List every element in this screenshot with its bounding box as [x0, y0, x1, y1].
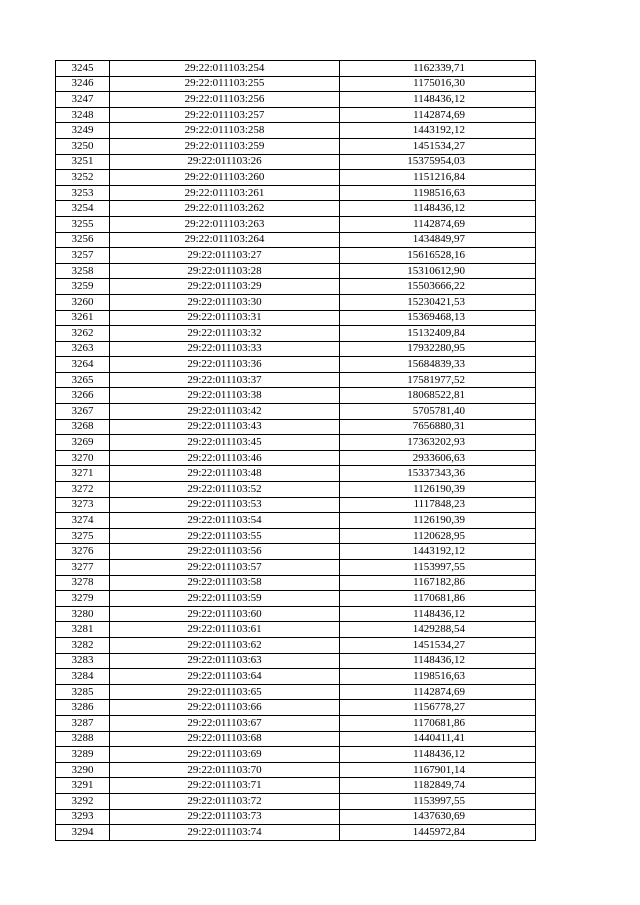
- cadastral-number-cell: 29:22:011103:36: [110, 357, 340, 373]
- table-row: [56, 123, 536, 139]
- table-row: [56, 622, 536, 638]
- table-row: [56, 482, 536, 498]
- value-cell: 15684839,33: [340, 357, 536, 373]
- cadastral-number-cell: 29:22:011103:54: [110, 513, 340, 529]
- cadastral-number-cell: 29:22:011103:42: [110, 404, 340, 420]
- cadastral-number-cell: 29:22:011103:45: [110, 435, 340, 451]
- cadastral-number-cell: 29:22:011103:261: [110, 185, 340, 201]
- cadastral-number-cell: 29:22:011103:60: [110, 606, 340, 622]
- value-cell: 1142874,69: [340, 216, 536, 232]
- value-cell: 2933606,63: [340, 450, 536, 466]
- value-cell: 1142874,69: [340, 684, 536, 700]
- cadastral-number-cell: 29:22:011103:62: [110, 637, 340, 653]
- value-cell: 1175016,30: [340, 76, 536, 92]
- table-row: [56, 263, 536, 279]
- row-number-cell: 3265: [56, 372, 110, 388]
- value-cell: 1162339,71: [340, 61, 536, 77]
- value-cell: 17363202,93: [340, 435, 536, 451]
- table-row: [56, 279, 536, 295]
- table-row: [56, 715, 536, 731]
- value-cell: 1167182,86: [340, 575, 536, 591]
- row-number-cell: 3286: [56, 700, 110, 716]
- value-cell: 1429288,54: [340, 622, 536, 638]
- table-row: [56, 560, 536, 576]
- row-number-cell: 3282: [56, 637, 110, 653]
- row-number-cell: 3261: [56, 310, 110, 326]
- row-number-cell: 3266: [56, 388, 110, 404]
- row-number-cell: 3272: [56, 482, 110, 498]
- cadastral-number-cell: 29:22:011103:263: [110, 216, 340, 232]
- table-row: [56, 762, 536, 778]
- cadastral-number-cell: 29:22:011103:73: [110, 809, 340, 825]
- table-row: [56, 341, 536, 357]
- table-row: [56, 419, 536, 435]
- table-row: [56, 404, 536, 420]
- value-cell: 1126190,39: [340, 513, 536, 529]
- value-cell: 18068522,81: [340, 388, 536, 404]
- table-row: [56, 435, 536, 451]
- cadastral-number-cell: 29:22:011103:32: [110, 326, 340, 342]
- value-cell: 15369468,13: [340, 310, 536, 326]
- cadastral-number-cell: 29:22:011103:30: [110, 294, 340, 310]
- value-cell: 1126190,39: [340, 482, 536, 498]
- table-row: [56, 653, 536, 669]
- row-number-cell: 3275: [56, 528, 110, 544]
- cadastral-number-cell: 29:22:011103:66: [110, 700, 340, 716]
- table-row: [56, 528, 536, 544]
- cadastral-number-cell: 29:22:011103:61: [110, 622, 340, 638]
- row-number-cell: 3256: [56, 232, 110, 248]
- cadastral-number-cell: 29:22:011103:70: [110, 762, 340, 778]
- row-number-cell: 3287: [56, 715, 110, 731]
- table-row: [56, 591, 536, 607]
- row-number-cell: 3253: [56, 185, 110, 201]
- value-cell: 15337343,36: [340, 466, 536, 482]
- value-cell: 5705781,40: [340, 404, 536, 420]
- cadastral-number-cell: 29:22:011103:31: [110, 310, 340, 326]
- row-number-cell: 3249: [56, 123, 110, 139]
- row-number-cell: 3262: [56, 326, 110, 342]
- cadastral-number-cell: 29:22:011103:67: [110, 715, 340, 731]
- cadastral-number-cell: 29:22:011103:256: [110, 92, 340, 108]
- cadastral-number-cell: 29:22:011103:264: [110, 232, 340, 248]
- cadastral-number-cell: 29:22:011103:52: [110, 482, 340, 498]
- row-number-cell: 3259: [56, 279, 110, 295]
- table-row: [56, 154, 536, 170]
- row-number-cell: 3292: [56, 793, 110, 809]
- cadastral-number-cell: 29:22:011103:65: [110, 684, 340, 700]
- value-cell: 17932280,95: [340, 341, 536, 357]
- table-row: [56, 185, 536, 201]
- table-body: [56, 61, 536, 841]
- cadastral-number-cell: 29:22:011103:74: [110, 825, 340, 841]
- value-cell: 15503666,22: [340, 279, 536, 295]
- value-cell: 1148436,12: [340, 606, 536, 622]
- value-cell: 15616528,16: [340, 248, 536, 264]
- row-number-cell: 3263: [56, 341, 110, 357]
- table-row: [56, 138, 536, 154]
- table-row: [56, 669, 536, 685]
- cadastral-number-cell: 29:22:011103:71: [110, 778, 340, 794]
- table-row: [56, 778, 536, 794]
- table-row: [56, 513, 536, 529]
- value-cell: 1434849,97: [340, 232, 536, 248]
- cadastral-number-cell: 29:22:011103:26: [110, 154, 340, 170]
- row-number-cell: 3273: [56, 497, 110, 513]
- table-row: [56, 61, 536, 77]
- cadastral-number-cell: 29:22:011103:28: [110, 263, 340, 279]
- cadastral-number-cell: 29:22:011103:262: [110, 201, 340, 217]
- table-row: [56, 466, 536, 482]
- value-cell: 1153997,55: [340, 560, 536, 576]
- row-number-cell: 3267: [56, 404, 110, 420]
- value-cell: 1120628,95: [340, 528, 536, 544]
- row-number-cell: 3246: [56, 76, 110, 92]
- value-cell: 1445972,84: [340, 825, 536, 841]
- value-cell: 1148436,12: [340, 653, 536, 669]
- cadastral-number-cell: 29:22:011103:56: [110, 544, 340, 560]
- value-cell: 1437630,69: [340, 809, 536, 825]
- value-cell: 1142874,69: [340, 107, 536, 123]
- value-cell: 1117848,23: [340, 497, 536, 513]
- table-row: [56, 793, 536, 809]
- value-cell: 15132409,84: [340, 326, 536, 342]
- row-number-cell: 3251: [56, 154, 110, 170]
- table-row: [56, 388, 536, 404]
- row-number-cell: 3279: [56, 591, 110, 607]
- row-number-cell: 3277: [56, 560, 110, 576]
- row-number-cell: 3270: [56, 450, 110, 466]
- table-row: [56, 575, 536, 591]
- table-row: [56, 201, 536, 217]
- cadastral-number-cell: 29:22:011103:48: [110, 466, 340, 482]
- value-cell: 15230421,53: [340, 294, 536, 310]
- cadastral-number-cell: 29:22:011103:38: [110, 388, 340, 404]
- row-number-cell: 3280: [56, 606, 110, 622]
- value-cell: 1198516,63: [340, 185, 536, 201]
- value-cell: 17581977,52: [340, 372, 536, 388]
- table-row: [56, 294, 536, 310]
- row-number-cell: 3254: [56, 201, 110, 217]
- value-cell: 7656880,31: [340, 419, 536, 435]
- row-number-cell: 3284: [56, 669, 110, 685]
- value-cell: 1443192,12: [340, 544, 536, 560]
- row-number-cell: 3264: [56, 357, 110, 373]
- row-number-cell: 3245: [56, 61, 110, 77]
- table-row: [56, 825, 536, 841]
- cadastral-value-table: [55, 60, 536, 841]
- row-number-cell: 3248: [56, 107, 110, 123]
- value-cell: 1148436,12: [340, 92, 536, 108]
- row-number-cell: 3294: [56, 825, 110, 841]
- cadastral-number-cell: 29:22:011103:57: [110, 560, 340, 576]
- cadastral-number-cell: 29:22:011103:27: [110, 248, 340, 264]
- table-row: [56, 107, 536, 123]
- cadastral-number-cell: 29:22:011103:64: [110, 669, 340, 685]
- value-cell: 1182849,74: [340, 778, 536, 794]
- row-number-cell: 3271: [56, 466, 110, 482]
- cadastral-number-cell: 29:22:011103:257: [110, 107, 340, 123]
- cadastral-number-cell: 29:22:011103:260: [110, 170, 340, 186]
- table-row: [56, 700, 536, 716]
- table-row: [56, 372, 536, 388]
- row-number-cell: 3269: [56, 435, 110, 451]
- table-row: [56, 232, 536, 248]
- value-cell: 1151216,84: [340, 170, 536, 186]
- value-cell: 1167901,14: [340, 762, 536, 778]
- value-cell: 1170681,86: [340, 591, 536, 607]
- value-cell: 1198516,63: [340, 669, 536, 685]
- table-row: [56, 326, 536, 342]
- value-cell: 1440411,41: [340, 731, 536, 747]
- cadastral-number-cell: 29:22:011103:33: [110, 341, 340, 357]
- table-row: [56, 747, 536, 763]
- cadastral-number-cell: 29:22:011103:37: [110, 372, 340, 388]
- row-number-cell: 3278: [56, 575, 110, 591]
- table-row: [56, 544, 536, 560]
- value-cell: 1156778,27: [340, 700, 536, 716]
- value-cell: 15375954,03: [340, 154, 536, 170]
- value-cell: 1148436,12: [340, 201, 536, 217]
- cadastral-number-cell: 29:22:011103:69: [110, 747, 340, 763]
- table-row: [56, 497, 536, 513]
- value-cell: 1170681,86: [340, 715, 536, 731]
- row-number-cell: 3283: [56, 653, 110, 669]
- row-number-cell: 3290: [56, 762, 110, 778]
- table-row: [56, 357, 536, 373]
- value-cell: 1443192,12: [340, 123, 536, 139]
- cadastral-number-cell: 29:22:011103:68: [110, 731, 340, 747]
- value-cell: 1148436,12: [340, 747, 536, 763]
- table-row: [56, 92, 536, 108]
- cadastral-number-cell: 29:22:011103:58: [110, 575, 340, 591]
- cadastral-number-cell: 29:22:011103:53: [110, 497, 340, 513]
- table-row: [56, 731, 536, 747]
- row-number-cell: 3285: [56, 684, 110, 700]
- row-number-cell: 3258: [56, 263, 110, 279]
- table-row: [56, 76, 536, 92]
- cadastral-number-cell: 29:22:011103:46: [110, 450, 340, 466]
- row-number-cell: 3281: [56, 622, 110, 638]
- value-cell: 1451534,27: [340, 637, 536, 653]
- table-row: [56, 310, 536, 326]
- table-row: [56, 637, 536, 653]
- value-cell: 15310612,90: [340, 263, 536, 279]
- table-row: [56, 809, 536, 825]
- cadastral-number-cell: 29:22:011103:59: [110, 591, 340, 607]
- table-row: [56, 684, 536, 700]
- cadastral-number-cell: 29:22:011103:259: [110, 138, 340, 154]
- cadastral-number-cell: 29:22:011103:255: [110, 76, 340, 92]
- cadastral-number-cell: 29:22:011103:258: [110, 123, 340, 139]
- value-cell: 1451534,27: [340, 138, 536, 154]
- row-number-cell: 3247: [56, 92, 110, 108]
- table-row: [56, 450, 536, 466]
- row-number-cell: 3268: [56, 419, 110, 435]
- cadastral-number-cell: 29:22:011103:55: [110, 528, 340, 544]
- row-number-cell: 3260: [56, 294, 110, 310]
- table-row: [56, 248, 536, 264]
- table-row: [56, 216, 536, 232]
- row-number-cell: 3252: [56, 170, 110, 186]
- row-number-cell: 3293: [56, 809, 110, 825]
- row-number-cell: 3255: [56, 216, 110, 232]
- cadastral-number-cell: 29:22:011103:29: [110, 279, 340, 295]
- table-row: [56, 170, 536, 186]
- cadastral-number-cell: 29:22:011103:254: [110, 61, 340, 77]
- cadastral-number-cell: 29:22:011103:63: [110, 653, 340, 669]
- row-number-cell: 3274: [56, 513, 110, 529]
- row-number-cell: 3289: [56, 747, 110, 763]
- cadastral-number-cell: 29:22:011103:72: [110, 793, 340, 809]
- row-number-cell: 3291: [56, 778, 110, 794]
- row-number-cell: 3276: [56, 544, 110, 560]
- cadastral-number-cell: 29:22:011103:43: [110, 419, 340, 435]
- row-number-cell: 3288: [56, 731, 110, 747]
- row-number-cell: 3250: [56, 138, 110, 154]
- row-number-cell: 3257: [56, 248, 110, 264]
- value-cell: 1153997,55: [340, 793, 536, 809]
- table-row: [56, 606, 536, 622]
